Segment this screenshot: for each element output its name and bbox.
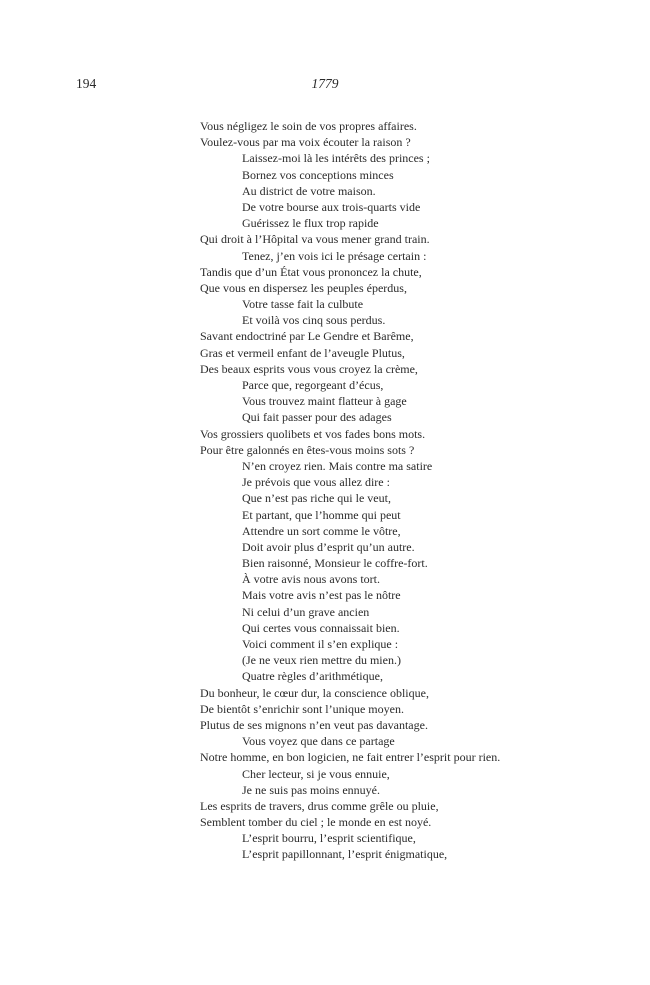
verse-line: Votre tasse fait la culbute (242, 297, 364, 312)
running-title: 1779 (311, 76, 339, 91)
verse-line: À votre avis nous avons tort. (242, 572, 380, 587)
verse-line: Doit avoir plus d’esprit qu’un autre. (242, 539, 415, 554)
verse-line: Qui droit à l’Hôpital va vous mener grand train. (200, 232, 430, 247)
verse-line: Semblent tomber du ciel ; le monde en est noyé. (200, 815, 432, 830)
verse-line: Pour être galonnés en êtes-vous moins sots ? (200, 442, 415, 457)
verse-line: Mais votre avis n’est pas le nôtre (242, 588, 401, 603)
verse-line: Quatre règles d’arithmétique, (242, 669, 383, 684)
poem-body (200, 118, 630, 863)
verse-line: Que vous en dispersez les peuples éperdus, (200, 280, 407, 295)
verse-line: Parce que, regorgeant d’écus, (242, 378, 384, 392)
verse-line: Bornez vos conceptions minces (242, 167, 394, 182)
verse-line: Au district de votre maison. (242, 183, 376, 198)
verse-line: Qui certes vous connaissait bien. (242, 620, 400, 635)
verse-line: Vous voyez que dans ce partage (242, 734, 395, 749)
verse-line: Bien raisonné, Monsieur le coffre-fort. (242, 556, 428, 571)
verse-line: L’esprit bourru, l’esprit scientifique, (242, 831, 416, 846)
verse-line: Notre homme, en bon logicien, ne fait entrer l’esprit pour rien. (200, 750, 501, 765)
verse-line: Plutus de ses mignons n’en veut pas davantage. (200, 717, 428, 732)
verse-line: Savant endoctriné par Le Gendre et Barême, (200, 329, 414, 344)
verse-line: Cher lecteur, si je vous ennuie, (242, 766, 390, 781)
verse-line: Des beaux esprits vous vous croyez la crème, (200, 361, 418, 376)
verse-line: Tenez, j’en vois ici le présage certain : (242, 248, 427, 263)
verse-line: De votre bourse aux trois-quarts vide (242, 199, 421, 214)
verse-line: Guérissez le flux trop rapide (242, 216, 379, 231)
verse-line: N’en croyez rien. Mais contre ma satire (242, 458, 433, 473)
verse-line: Voulez-vous par ma voix écouter la raison ? (200, 135, 411, 150)
verse-line: Vous trouvez maint flatteur à gage (242, 394, 407, 409)
verse-line: Laissez-moi là les intérêts des princes ; (242, 151, 430, 166)
verse-line: Que n’est pas riche qui le veut, (242, 491, 391, 506)
verse-line: Vous négligez le soin de vos propres affaires. (200, 119, 417, 133)
verse-line: Je prévois que vous allez dire : (242, 475, 390, 490)
verse-line: Je ne suis pas moins ennuyé. (242, 782, 380, 797)
page-number: 194 (76, 76, 97, 91)
verse-line: Du bonheur, le cœur dur, la conscience oblique, (200, 685, 429, 700)
verse-line: Qui fait passer pour des adages (242, 410, 392, 425)
verse-line: Et partant, que l’homme qui peut (242, 507, 401, 522)
verse-line: Les esprits de travers, drus comme grêle ou pluie, (200, 798, 439, 813)
verse-line: Ni celui d’un grave ancien (242, 604, 370, 619)
verse-line: Tandis que d’un État vous prononcez la chute, (200, 264, 422, 279)
verse-line: (Je ne veux rien mettre du mien.) (242, 653, 401, 668)
verse-line: Et voilà vos cinq sous perdus. (242, 313, 386, 328)
verse-line: L’esprit papillonnant, l’esprit énigmatique, (242, 847, 448, 862)
verse-line: Gras et vermeil enfant de l’aveugle Plutus, (200, 345, 405, 360)
verse-line: De bientôt s’enrichir sont l’unique moyen. (200, 701, 404, 716)
verse-line: Attendre un sort comme le vôtre, (242, 523, 401, 538)
verse-line: Vos grossiers quolibets et vos fades bons mots. (200, 426, 426, 441)
verse-line: Voici comment il s’en explique : (242, 637, 399, 651)
